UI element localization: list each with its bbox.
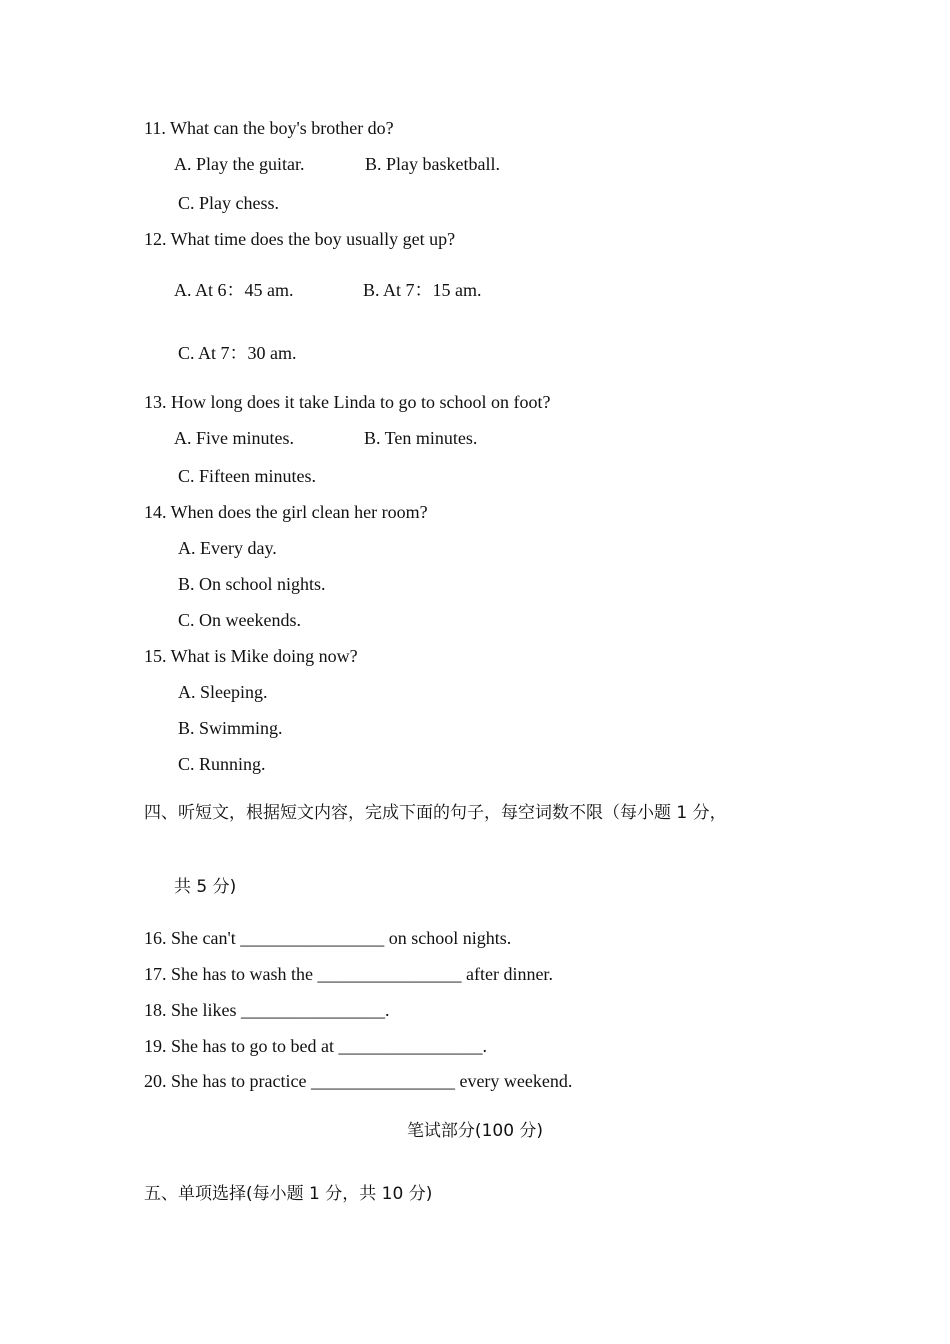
fill-in-19: 19. She has to go to bed at ________________. [144,1036,487,1056]
fill-in-16: 16. She can't ________________ on school nights. [144,928,512,948]
question-11-option-b: B. Play basketball. [365,154,500,174]
written-part-title: 笔试部分(100 分) [406,1121,544,1141]
section-4-heading-continued: 共 5 分) [174,877,237,897]
question-12-option-b: B. At 7：15 am. [363,280,482,300]
question-15-stem: 15. What is Mike doing now? [144,646,358,666]
question-15-option-b: B. Swimming. [178,718,283,738]
question-14-option-c: C. On weekends. [178,610,301,630]
question-13-option-a: A. Five minutes. [174,428,294,448]
fill-in-20: 20. She has to practice ________________ every weekend. [144,1071,573,1091]
question-12-stem: 12. What time does the boy usually get up? [144,229,456,249]
section-5-heading: 五、单项选择(每小题 1 分，共 10 分) [144,1184,433,1204]
question-12-option-c: C. At 7：30 am. [178,343,297,363]
question-11-option-a: A. Play the guitar. [174,154,305,174]
question-13-option-b: B. Ten minutes. [364,428,478,448]
question-14-stem: 14. When does the girl clean her room? [144,502,428,522]
question-13-option-c: C. Fifteen minutes. [178,466,316,486]
question-15-option-a: A. Sleeping. [178,682,268,702]
fill-in-17: 17. She has to wash the ________________ after dinner. [144,964,553,984]
question-15-option-c: C. Running. [178,754,266,774]
question-13-stem: 13. How long does it take Linda to go to school on foot? [144,392,551,412]
question-14-option-b: B. On school nights. [178,574,326,594]
question-12-option-a: A. At 6：45 am. [174,280,294,300]
question-11-option-c: C. Play chess. [178,193,279,213]
question-14-option-a: A. Every day. [178,538,277,558]
fill-in-18: 18. She likes ________________. [144,1000,390,1020]
question-11-stem: 11. What can the boy's brother do? [144,118,394,138]
section-4-heading: 四、听短文，根据短文内容，完成下面的句子，每空词数不限（每小题 1 分， [144,803,727,823]
